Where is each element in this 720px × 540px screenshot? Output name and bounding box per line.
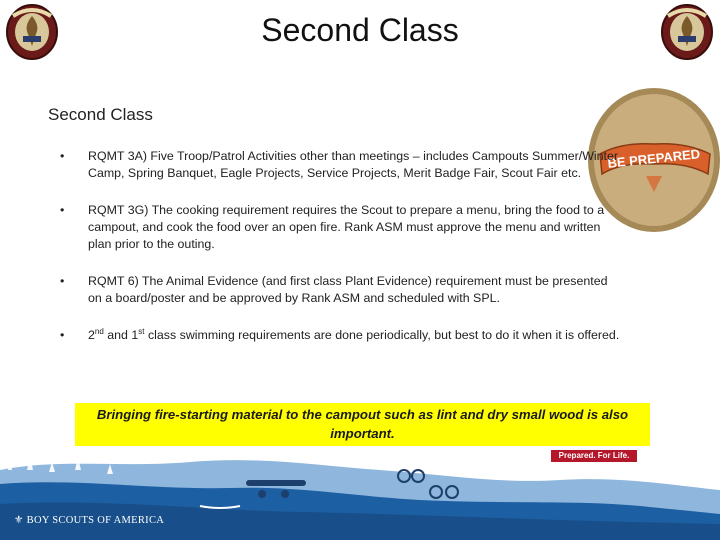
bullet-text: class swimming requirements are done periodically, but best to do it when it is offered.: [144, 328, 620, 342]
list-item: [60, 327, 620, 344]
bullet-marker: •: [60, 328, 65, 342]
tagline-badge: Prepared. For Life.: [551, 450, 637, 462]
callout-note: Bringing fire-starting material to the campout such as lint and dry small wood is also important.: [75, 403, 650, 446]
bullet-text: RQMT 3A) Five Troop/Patrol Activities other than meetings – includes Campouts Summer/Winter Camp, Spring Banquet, Eagle Projects, Service Projects, Merit Badge Fair, Scout Fair etc.: [88, 149, 619, 180]
bullet-num-1: 1: [131, 328, 139, 342]
bsa-logo-text: [14, 514, 164, 526]
list-item: [60, 273, 620, 307]
ordinal-suffix: st: [138, 326, 145, 336]
section-heading: Second Class: [48, 105, 153, 124]
list-item: [60, 148, 620, 182]
bullet-marker: •: [60, 203, 65, 217]
svg-text:BE PREPARED: BE PREPARED: [606, 146, 701, 171]
slide-title: Second Class: [261, 12, 459, 48]
requirements-list: [60, 148, 620, 344]
bullet-joiner: and: [103, 328, 132, 342]
bullet-text: RQMT 3G) The cooking requirement requires the Scout to prepare a menu, bring the food to a campout, and cook the food over an open fire. Rank ASM must approve the menu and written plan prior to the outing.: [88, 203, 605, 251]
bullet-num-2: 2: [88, 328, 95, 342]
ordinal-suffix: nd: [94, 326, 104, 336]
bullet-text: RQMT 6) The Animal Evidence (and first class Plant Evidence) requirement must be presented on a board/poster and be approved by Rank ASM and scheduled with SPL.: [88, 274, 608, 305]
org-name: BOY SCOUTS OF AMERICA: [26, 515, 165, 526]
fleur-de-lis-icon: ⚜: [14, 515, 24, 526]
list-item: [60, 202, 620, 253]
bullet-marker: •: [60, 149, 65, 163]
bullet-marker: •: [60, 274, 65, 288]
